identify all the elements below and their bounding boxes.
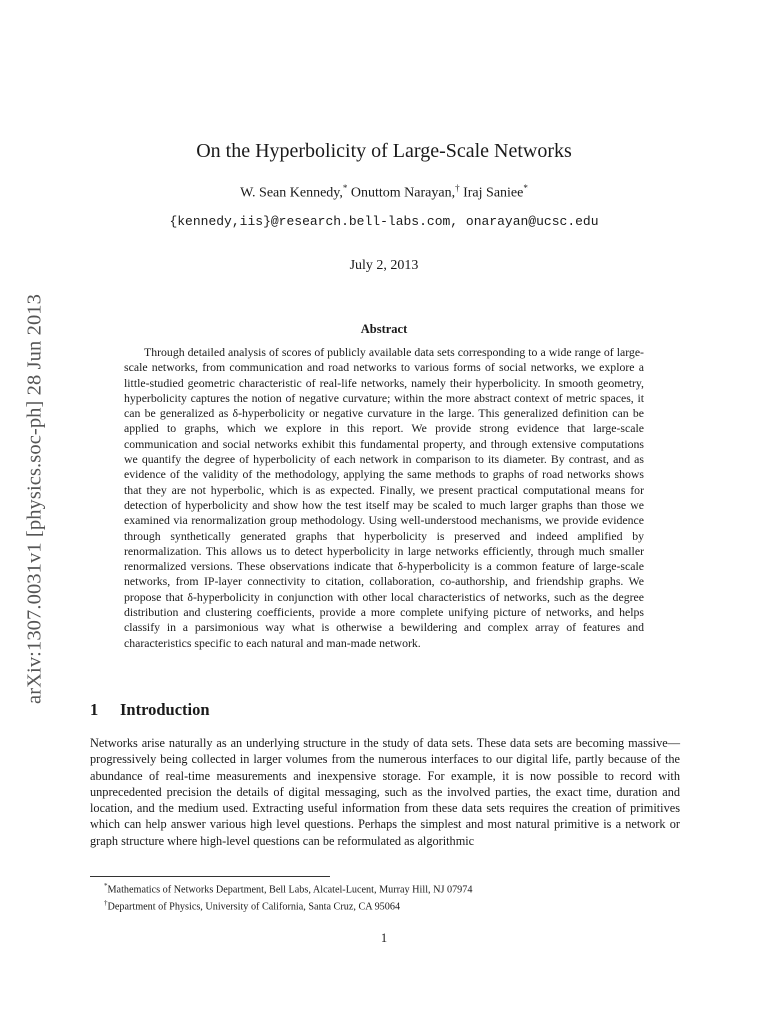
section-title: Introduction xyxy=(120,700,210,719)
author-affiliation-mark: † xyxy=(455,183,460,193)
footnote-mark: * xyxy=(104,882,108,890)
abstract-body xyxy=(124,345,644,651)
footnote-text: Mathematics of Networks Department, Bell Labs, Alcatel-Lucent, Murray Hill, NJ 07974 xyxy=(107,884,473,896)
footnote xyxy=(90,897,680,914)
author-affiliation-mark: * xyxy=(523,183,528,193)
introduction-paragraph: Networks arise naturally as an underlying structure in the study of data sets. These data sets are becoming massive—progressively being collected in larger volumes from the numerous interfaces to our digital life, partly because of the abundance of real-time measurements and inexpensive storage. For example, it is now possible to record with unprecedented precision the details of digital messaging, such as the involved parties, the exact time, duration and location, and the medium used. Extracting useful information from these data sets requires the creation of primitives which can help answer various high level questions. Perhaps the simplest and most natural primitive is a network or graph structure where high-level questions can be reformulated as algorithmic xyxy=(90,736,680,848)
author-affiliation-mark: * xyxy=(342,183,348,193)
author-name: Onuttom Narayan, xyxy=(350,185,456,201)
author-name: Iraj Saniee xyxy=(463,185,524,201)
arxiv-sidebar xyxy=(22,243,48,755)
section-number: 1 xyxy=(90,700,99,719)
introduction-body xyxy=(90,735,680,849)
author-name: W. Sean Kennedy, xyxy=(240,185,343,201)
footnote-text: Department of Physics, University of California, Santa Cruz, CA 95064 xyxy=(107,901,401,913)
section-heading xyxy=(90,700,210,720)
footnote-divider xyxy=(90,876,330,877)
arxiv-stamp: arXiv:1307.0031v1 [physics.soc-ph] 28 Jun 2013 xyxy=(23,293,46,705)
author-list xyxy=(0,183,768,202)
paper-title: On the Hyperbolicity of Large-Scale Networks xyxy=(196,140,572,162)
abstract-heading: Abstract xyxy=(360,322,408,336)
footnotes xyxy=(90,880,680,914)
footnote xyxy=(90,880,680,897)
footnote-mark: † xyxy=(104,898,108,907)
abstract-paragraph: Through detailed analysis of scores of publicly available data sets corresponding to a wide range of large-scale networks, from communication and road networks to various forms of social networks, we explore a little-studied geometric characteristic of real-life networks, namely their hyperbolicity. In smooth geometry, hyperbolicity captures the notion of negative curvature; within the more abstract context of metric spaces, it can be generalized as δ-hyperbolicity or negative curvature in the large. This generalized definition can be applied to graphs, which we explore in this report. We provide strong evidence that large-scale communication and social networks exhibit this fundamental property, and through extensive computations we quantify the degree of hyperbolicity of each network in comparison to its diameter. By contrast, and as evidence of the validity of the methodology, applying the same methods to graphs of road networks shows that they are not hyperbolic, which is as expected. Finally, we present practical computational means for detection of hyperbolicity and show how the test itself may be scaled to much larger graphs than those we examined via renormalization group methodology. Using well-understood mechanisms, we provide evidence through synthetically generated graphs that hyperbolicity is preserved and indeed amplified by renormalization. This allows us to detect hyperbolicity in large networks efficiently, through much smaller renormalized versions. These observations indicate that δ-hyperbolicity is a common feature of large-scale networks, from IP-layer connectivity to citation, collaboration, co-authorship, and friendship graphs. We propose that δ-hyperbolicity in conjunction with other local characteristics of networks, such as the degree distribution and clustering coefficients, provide a more complete unifying picture of networks, and helps classify in a parsimonious way what is otherwise a bewildering and complex array of features and characteristics specific to each natural and man-made network. xyxy=(124,345,644,650)
paper-date: July 2, 2013 xyxy=(349,258,419,273)
page-number: 1 xyxy=(380,931,388,945)
author-emails: {kennedy,iis}@research.bell-labs.com, onarayan@ucsc.edu xyxy=(169,214,599,229)
